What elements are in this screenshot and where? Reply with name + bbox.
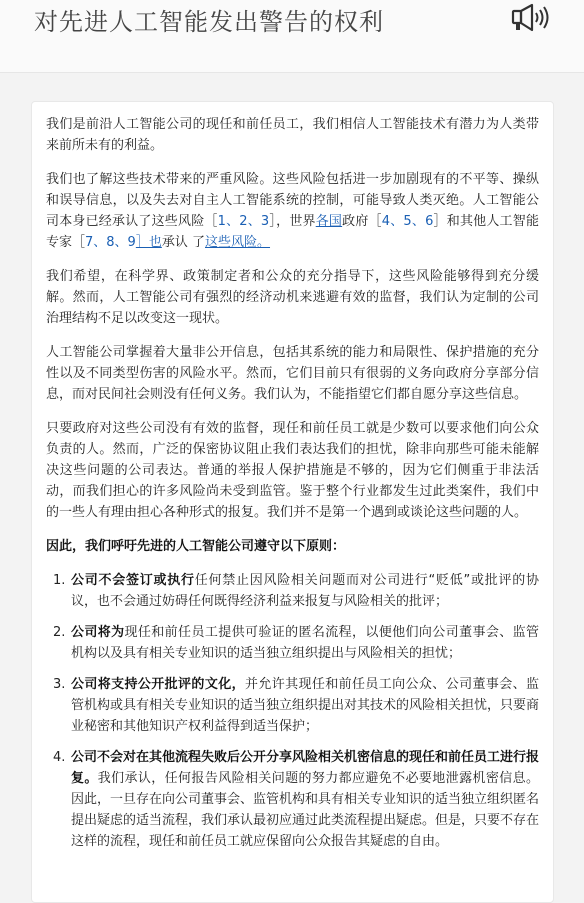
page-header (0, 0, 584, 73)
page-title: 对先进人工智能发出警告的权利 (34, 8, 384, 36)
principle-text: 我们承认，任何报告风险相关问题的努力都应避免不必要地泄露机密信息。因此，一旦存在向公司董事会、监管机构和具有相关专业知识的适当独立组织匿名提出疑虑的适当流程，我们承认最初应通过此类流程提出疑虑。但是，只要不存在这样的流程，现任和前任员工就应保留向公众报告其疑虑的自由。 (71, 771, 540, 849)
world-govs-link[interactable]: 各国 (315, 214, 343, 229)
refs-link-1[interactable]: 1、2、3 (217, 214, 270, 229)
principle-item (46, 674, 539, 737)
article-content (46, 114, 539, 862)
risks-text-2: ］，世界 (269, 214, 316, 229)
refs-link-2[interactable]: 4、5、6 (381, 214, 434, 229)
article-card (31, 101, 554, 903)
info-paragraph: 人工智能公司掌握着大量非公开信息，包括其系统的能力和局限性、保护措施的充分性以及不同类型伤害的风险水平。然而，它们目前只有很弱的义务向政府分享部分信息，而对民间社会则没有任何义务。我们认为，不能指望它们都自愿分享这些信息。 (46, 345, 539, 402)
principle-bold: 公司不会签订或执行 (71, 573, 195, 588)
refs-link-3[interactable]: 7、8、9 (85, 235, 136, 250)
principle-bold: 公司不会对在其他流程失败后公开分享风险相关机密信息的现任和前任员工进行报复。 (71, 750, 540, 786)
risks-text-6: 承认 了 (161, 235, 205, 250)
principle-number: 3. (53, 677, 66, 692)
risks-paragraph (46, 169, 539, 253)
oversight-paragraph: 只要政府对这些公司没有有效的监督，现任和前任员工就是少数可以要求他们向公众负责的人。然而，广泛的保密协议阻止我们表达我们的担忧，除非向那些可能未能解决这些问题的公司表达。普通的举报人保护措施是不够的，因为它们侧重于非法活动，而我们担心的许多风险尚未受到监管。鉴于整个行业都发生过此类案件，我们中的一些人有理由担心各种形式的报复。我们并不是第一个遇到或谈论这些问题的人。 (46, 421, 539, 520)
these-risks-link[interactable]: 这些风险。 (205, 235, 271, 250)
principle-item (46, 747, 539, 852)
risks-text-3: 政府［ (342, 214, 382, 229)
risks-text-5: ］也 (135, 235, 162, 250)
principle-number: 1. (53, 573, 66, 588)
principle-text: 现任和前任员工提供可验证的匿名流程，以便他们向公司董事会、监管机构以及具有相关专业知识的适当独立组织提出与风险相关的担忧； (71, 625, 539, 661)
principle-number: 2. (53, 625, 66, 640)
risks-text-4: ］和其他人工智能专家［ (46, 214, 539, 250)
speaker-announcement-icon[interactable] (508, 3, 550, 33)
principle-text: 任何禁止因风险相关问题而对公司进行“贬低”或批评的协议，也不会通过妨碍任何既得经济利益来报复与风险相关的批评； (71, 573, 539, 609)
hope-paragraph: 我们希望，在科学界、政策制定者和公众的充分指导下，这些风险能够得到充分缓解。然而，人工智能公司有强烈的经济动机来逃避有效的监督，我们认为定制的公司治理结构不足以改变这一现状。 (46, 269, 539, 326)
principle-bold: 公司将支持公开批评的文化， (71, 677, 245, 692)
principle-text: 并允许其现任和前任员工向公众、公司董事会、监管机构或具有相关专业知识的适当独立组织提出对其技术的风险相关担忧，只要商业秘密和其他知识产权利益得到适当保护； (71, 677, 540, 734)
call-to-action: 因此，我们呼吁先进的人工智能公司遵守以下原则： (46, 539, 346, 554)
principle-item (46, 570, 539, 612)
principle-item (46, 622, 539, 664)
intro-paragraph: 我们是前沿人工智能公司的现任和前任员工，我们相信人工智能技术有潜力为人类带来前所未有的利益。 (46, 117, 539, 153)
principle-number: 4. (53, 750, 66, 765)
principle-bold: 公司将为 (71, 625, 125, 640)
risks-text-1: 我们也了解这些技术带来的严重风险。这些风险包括进一步加剧现有的不平等、操纵和误导信息，以及失去对自主人工智能系统的控制，可能导致人类灭绝。人工智能公司本身已经承认了这些风险［ (46, 172, 539, 229)
principles-list (46, 570, 539, 852)
